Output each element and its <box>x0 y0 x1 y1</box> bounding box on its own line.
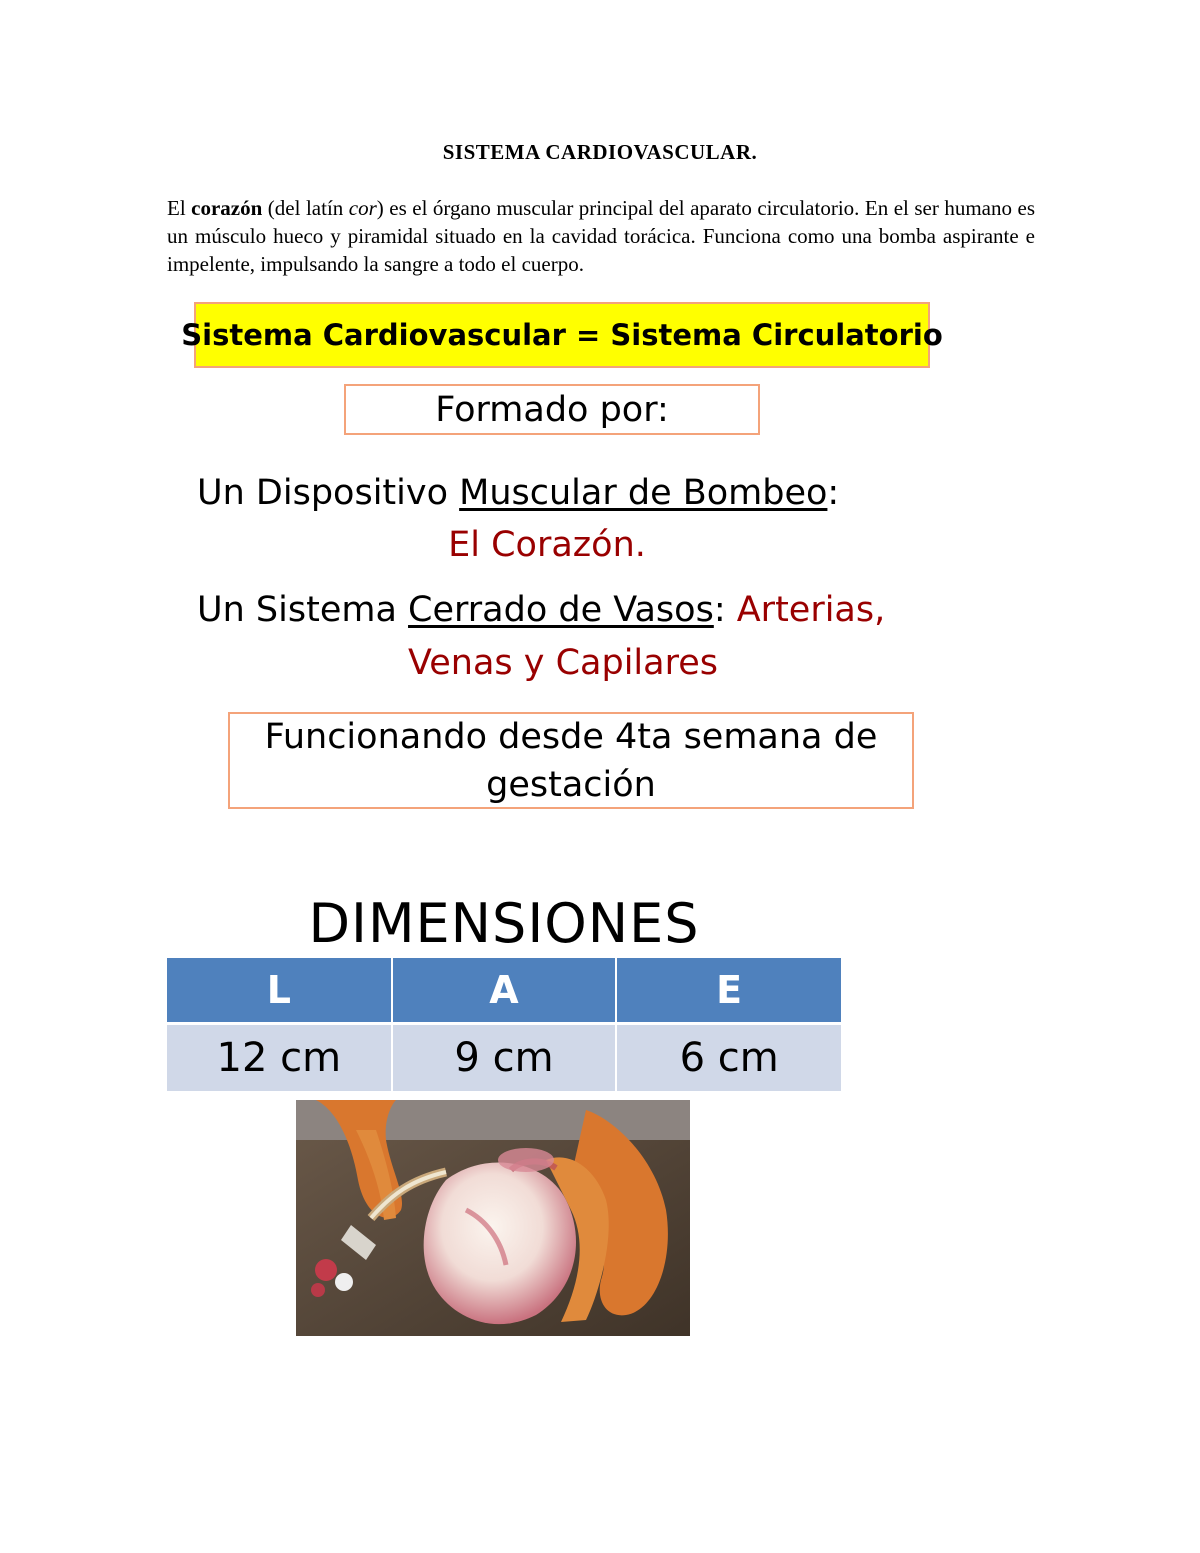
vessel-text-red: Arterias, <box>736 590 886 630</box>
vessel-system-line <box>197 590 885 630</box>
functioning-box <box>228 712 914 809</box>
header-thickness: E <box>616 958 841 1024</box>
value-thickness: 6 cm <box>616 1024 841 1092</box>
vessel-text-b: : <box>713 590 737 630</box>
heart-line: El Corazón. <box>448 525 646 565</box>
pump-text-b: : <box>827 473 840 513</box>
dimensions-table <box>167 958 841 1091</box>
pump-text-underlined: Muscular de Bombeo <box>459 473 828 513</box>
document-title: SISTEMA CARDIOVASCULAR. <box>442 140 758 164</box>
dimensions-heading: DIMENSIONES <box>308 892 700 955</box>
table-header-row <box>167 958 841 1024</box>
value-width: 9 cm <box>392 1024 617 1092</box>
intro-text-2: (del latín <box>262 196 349 220</box>
intro-bold-word: corazón <box>191 196 263 220</box>
intro-text-3: ) es el órgano muscular principal del aparato circulatorio. En el ser humano es un músculo hueco y piramidal situado en la cavidad torácica. Funciona como una bomba aspirante e impelente, impulsando la sangre a todo el cuerpo. <box>167 196 1035 276</box>
functioning-line-2: gestación <box>486 764 656 805</box>
formado-por-box: Formado por: <box>344 384 760 435</box>
vessels-list-line: Venas y Capilares <box>408 643 718 683</box>
table-row <box>167 1024 841 1092</box>
intro-italic-word: cor <box>348 196 377 220</box>
header-width: A <box>392 958 617 1024</box>
intro-text-1: El <box>167 196 192 220</box>
heart-photo <box>296 1100 690 1336</box>
vessel-text-underlined: Cerrado de Vasos <box>408 590 714 630</box>
pump-device-line <box>197 473 839 513</box>
vessel-text-a: Un Sistema <box>197 590 409 630</box>
equation-box: Sistema Cardiovascular = Sistema Circulatorio <box>194 302 930 368</box>
intro-paragraph <box>167 194 1035 278</box>
header-length: L <box>167 958 392 1024</box>
functioning-line-1: Funcionando desde 4ta semana de <box>264 716 878 757</box>
pump-text-a: Un Dispositivo <box>197 473 460 513</box>
value-length: 12 cm <box>167 1024 392 1092</box>
